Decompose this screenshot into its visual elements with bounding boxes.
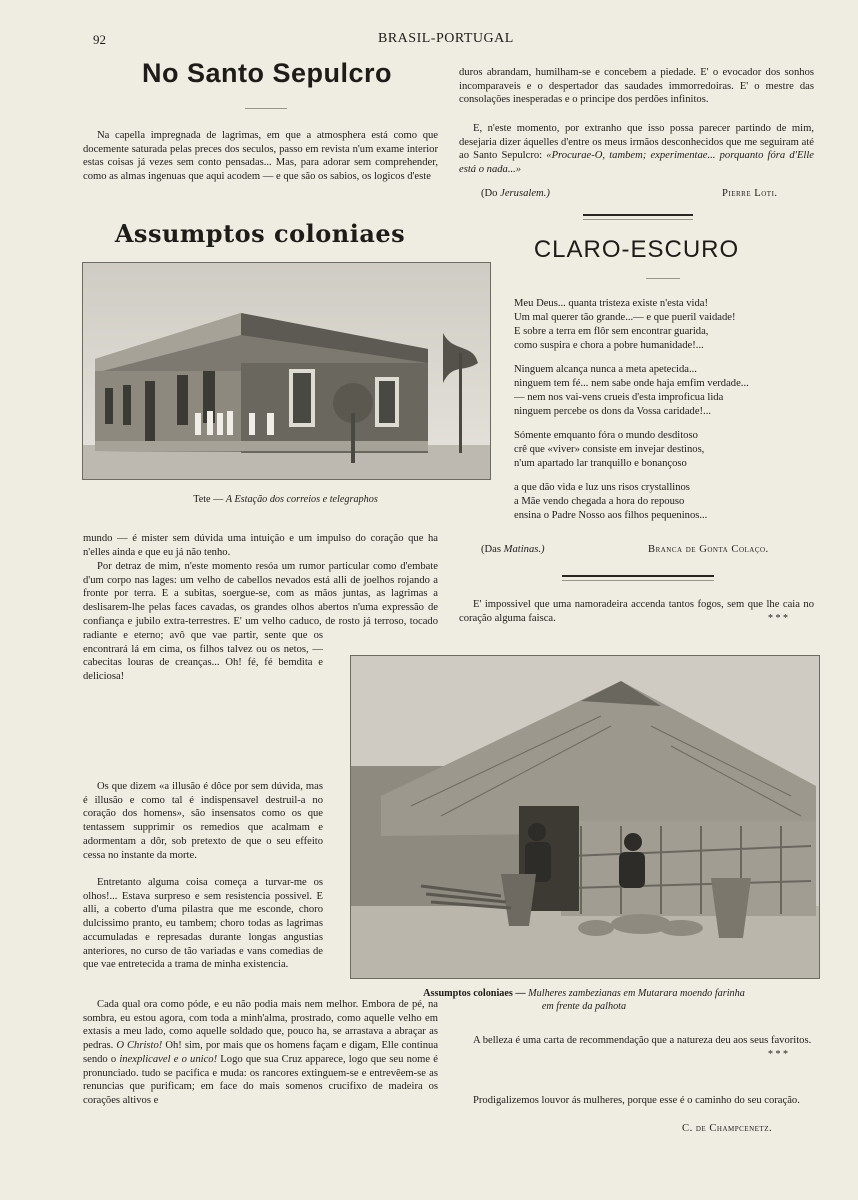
title-divider <box>646 278 680 279</box>
post-office-illustration <box>83 263 490 479</box>
poem-line: crê que «viver» consiste em invejar destinos, <box>514 444 705 455</box>
magazine-title: BRASIL-PORTUGAL <box>378 31 514 46</box>
section-divider <box>562 575 714 577</box>
poem-line: E sobre a terra em flôr sem encontrar guarida, <box>514 326 709 337</box>
article-source: (Do Jerusalem.) <box>481 188 550 199</box>
poem-stanza <box>514 297 824 353</box>
poem-source: (Das Matinas.) <box>481 544 545 555</box>
article-paragraph-narrow: Os que dizem «a illusão é dôce por sem dúvida, mas é illusão e como tal é indispensavel destruil-a no coração dos homens», são insensatos como os que tentassem supprimir os remedios que acalmam e adormentam a dôr, sob pretexto de que o seu effeito cessa no instante da morte. <box>83 781 323 861</box>
article-paragraph: Cada qual ora como póde, e eu não podia mais nem melhor. Embora de pé, na sombra, eu estou agora, com toda a minh'alma, prostrado, como aquelle velho em extasis a meu lado, como aquelle soldado que, pouco ha, se arrastava a abraçar as pedras. O Christo! Oh! sim, por mais que os homens façam e digam, Elle continua sendo o inexplicavel e o unico! Logo que sua Cruz apparece, logo que seu nome é pronunciado. tudo se pacifica e muda: os rancores extinguem-se e entrevêem-se as renuncias que purificam; em face do mais somenos crucifixo de madeira os corações altivos e <box>83 999 439 1106</box>
poem-author: Branca de Gonta Colaço. <box>648 544 769 555</box>
section-divider-thin <box>583 219 693 220</box>
poem-line: Meu Deus... quanta tristeza existe n'esta vida! <box>514 298 709 309</box>
maxim: A belleza é uma carta de recommendação que a natureza deu aos seus favoritos. <box>473 1035 812 1046</box>
poem-stanza <box>514 429 824 471</box>
maxim-stars: * * * <box>768 1049 788 1060</box>
poem-line: ninguem tem fé... nem sabe onde haja emfim verdade... <box>514 378 749 389</box>
poem-line: Ninguem alcança nunca a meta apetecida... <box>514 364 697 375</box>
article-paragraph: Na capella impregnada de lagrimas, em que a atmosphera está como que docemente saturada pelas preces dos seculos, passo em revista n'um exame interior estas coisas já vezes sem conto pensadas... Mas, para adorar sem comprehender, como as almas ingenuas que aqui acodem — e que são os sabios, os logicos d'este <box>83 130 438 183</box>
article-title: No Santo Sepulcro <box>141 58 393 88</box>
poem-line: Um mal querer tão grande...— e que pueril vaidade! <box>514 312 736 323</box>
maxim-author: C. de Champcenetz. <box>682 1123 773 1134</box>
poem-stanza <box>514 363 824 419</box>
poem-line: n'um apartado lar tranquillo e bonançoso <box>514 458 687 469</box>
poem-line: ninguem percebe os dons da Vossa caridade!... <box>514 406 712 417</box>
maxim: Prodigalizemos louvor ás mulheres, porque esse é o caminho do seu coração. <box>473 1095 800 1106</box>
poem-body <box>514 297 824 533</box>
article-paragraph: mundo — é mister sem dúvida uma intuição e um impulso do coração que ha n'elles ainda e que eu já não tenho. <box>83 533 438 558</box>
maxim: E' impossivel que uma namoradeira accenda tantos fogos, sem que lhe caia no coração alguma faisca. <box>459 599 814 624</box>
poem-line: — nem nos vai-vens crueis d'esta improficua lida <box>514 392 724 403</box>
article-author: Pierre Loti. <box>722 188 778 199</box>
article-paragraph: duros abrandam, humilham-se e concebem a piedade. E' o evocador dos sonhos incomparaveis e o despertador das saudades immorredoiras. E' o mestre das consolações inesperadas e o principe dos perdões infinitos. <box>459 67 814 106</box>
article-paragraph-narrow: radiante e eterno; avô que vae partir, sente que os encontrará lá em cima, os filhos talvez ou os netos, — cabecitas louras de creanças... Oh! fé, fé bemdita e deliciosa! <box>83 630 323 683</box>
title-divider <box>245 108 287 109</box>
maxim-stars: * * * <box>768 613 788 624</box>
section-heading: Assumptos coloniaes <box>114 219 406 248</box>
article-paragraph: E, n'este momento, por extranho que isso possa parecer partindo de mim, desejaria dizer áquelles d'entre os meus irmãos desconhecidos que me seguiram até ao Santo Sepulcro: «Procurae-O, tambem; experimentae... porquanto fóra d'Elle está o nada...» <box>459 123 815 176</box>
women-hut-photo <box>350 655 820 979</box>
article-paragraph-narrow: Entretanto alguma coisa começa a turvar-me os olhos!... Estava surpreso e sem resistencia possivel. E alli, a coberto d'uma pilastra que me esconde, choro dulcissimo pranto, eu tambem; choro todas as lagrimas accumuladas e represadas durante longas angustias anteriores, no curso de tão variadas e vans comedias de que vae entretecida a trama de minha existencia. <box>83 877 323 971</box>
section-divider <box>583 214 693 216</box>
hut-illustration <box>351 656 819 978</box>
poem-stanza <box>514 481 824 523</box>
poem-line: a Mãe vendo chegada a hora do repouso <box>514 496 685 507</box>
poem-line: como suspira e chora a pobre humanidade!... <box>514 340 704 351</box>
post-office-photo <box>82 262 491 480</box>
poem-line: a que dão vida e luz uns risos crystallinos <box>514 482 690 493</box>
section-divider-thin <box>562 580 714 581</box>
photo-caption: Assumptos coloniaes — Mulheres zambezianas em Mutarara moendo farinha em frente da palhota <box>423 988 745 1012</box>
poem-line: ensina o Padre Nosso aos filhos pequeninos... <box>514 510 708 521</box>
page-number: 92 <box>93 32 106 47</box>
poem-title: CLARO-ESCURO <box>533 236 740 263</box>
article-paragraph: Por detraz de mim, n'este momento resóa um rumor particular como d'embate d'um corpo nas lages: um velho de cabellos nevados está alli de joelhos rojando a fronte por terra. E a subitas, soergue-se, com as mãos juntas, as lagrimas a deslisarem-lhe pelas faces cavadas, os grandes olhos abertos n'uma expressão de confiança e jubilo extra-terrestres. E' um velho caduco, de rosto já terroso, tocado <box>83 561 438 627</box>
poem-line: Sómente emquanto fóra o mundo desditoso <box>514 430 698 441</box>
photo-caption: Tete — A Estação dos correios e telegraphos <box>193 494 378 505</box>
